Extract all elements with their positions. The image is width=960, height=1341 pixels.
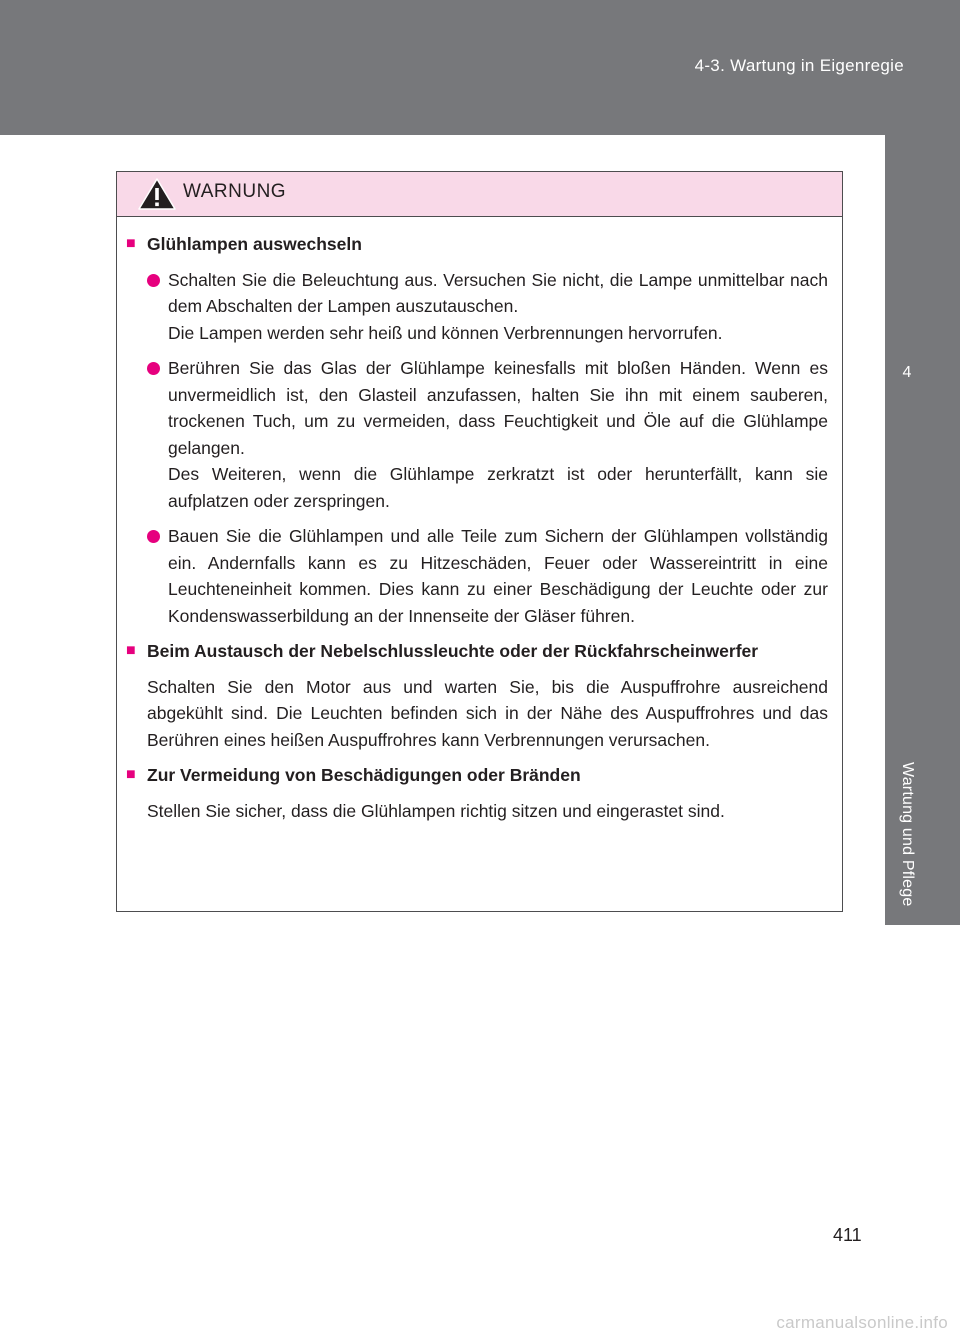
list-item <box>147 267 828 347</box>
paragraph: Berühren Sie das Glas der Glühlampe keinesfalls mit bloßen Händen. Wenn es unvermeidlich ist, den Glasteil anzufassen, halten Sie ihn mit einem sauberen, trockenen Tuch, um zu vermeiden, dass Feuchtigkeit und Öle auf die Glühlampe gelangen. <box>168 358 828 458</box>
section-heading <box>126 638 828 665</box>
watermark: carmanualsonline.info <box>776 1313 948 1332</box>
section-heading-text: Beim Austausch der Nebelschlussleuchte oder der Rückfahrscheinwerfer <box>147 641 759 661</box>
circle-bullet-icon <box>147 530 160 543</box>
warning-box <box>116 171 843 912</box>
chapter-title-wrapper <box>885 744 929 924</box>
list-item-text <box>168 267 828 347</box>
list-item <box>147 523 828 629</box>
square-bullet-icon: ■ <box>126 642 136 659</box>
square-bullet-icon: ■ <box>126 766 136 783</box>
warning-title: WARNUNG <box>183 181 287 202</box>
warning-body <box>117 217 842 824</box>
section-heading <box>126 231 828 258</box>
warning-header <box>117 172 842 217</box>
paragraph: Des Weiteren, wenn die Glühlampe zerkratzt ist oder herunterfällt, kann sie aufplatzen oder zerspringen. <box>168 464 828 511</box>
circle-bullet-icon <box>147 274 160 287</box>
list-item <box>147 355 828 514</box>
paragraph: Die Lampen werden sehr heiß und können Verbrennungen hervorrufen. <box>168 322 723 343</box>
paragraph: Schalten Sie die Beleuchtung aus. Versuchen Sie nicht, die Lampe unmittelbar nach dem Abschalten der Lampen auszutauschen. <box>168 269 828 316</box>
chapter-number: 4 <box>902 364 912 381</box>
section-heading <box>126 762 828 789</box>
page-number: 411 <box>833 1225 862 1245</box>
section-heading-text: Zur Vermeidung von Beschädigungen oder Bränden <box>147 765 581 785</box>
square-bullet-icon: ■ <box>126 235 136 252</box>
paragraph: Stellen Sie sicher, dass die Glühlampen richtig sitzen und eingerastet sind. <box>147 800 725 821</box>
list-item-text: Bauen Sie die Glühlampen und alle Teile zum Sichern der Glühlampen vollständig ein. Andernfalls kann es zu Hitzeschäden, Feuer oder Wassereintritt in eine Leuchteneinheit kommen. Dies kann zu einer Beschädigung der Leuchte oder zur Kondenswasserbildung an der Innenseite der Gläser führen. <box>168 526 828 626</box>
circle-bullet-icon <box>147 362 160 375</box>
paragraph: Schalten Sie den Motor aus und warten Sie, bis die Auspuffrohre ausreichend abgekühlt sind. Die Leuchten befinden sich in der Nähe des Auspuffrohres und das Berühren eines heißen Auspuffrohres kann Verbrennungen verursachen. <box>147 676 828 750</box>
list-item-text <box>168 355 828 514</box>
chapter-title: Wartung und Pflege <box>899 761 916 907</box>
section-heading-text: Glühlampen auswechseln <box>147 234 362 254</box>
section-title: 4-3. Wartung in Eigenregie <box>694 56 904 75</box>
warning-triangle-icon <box>137 177 177 211</box>
